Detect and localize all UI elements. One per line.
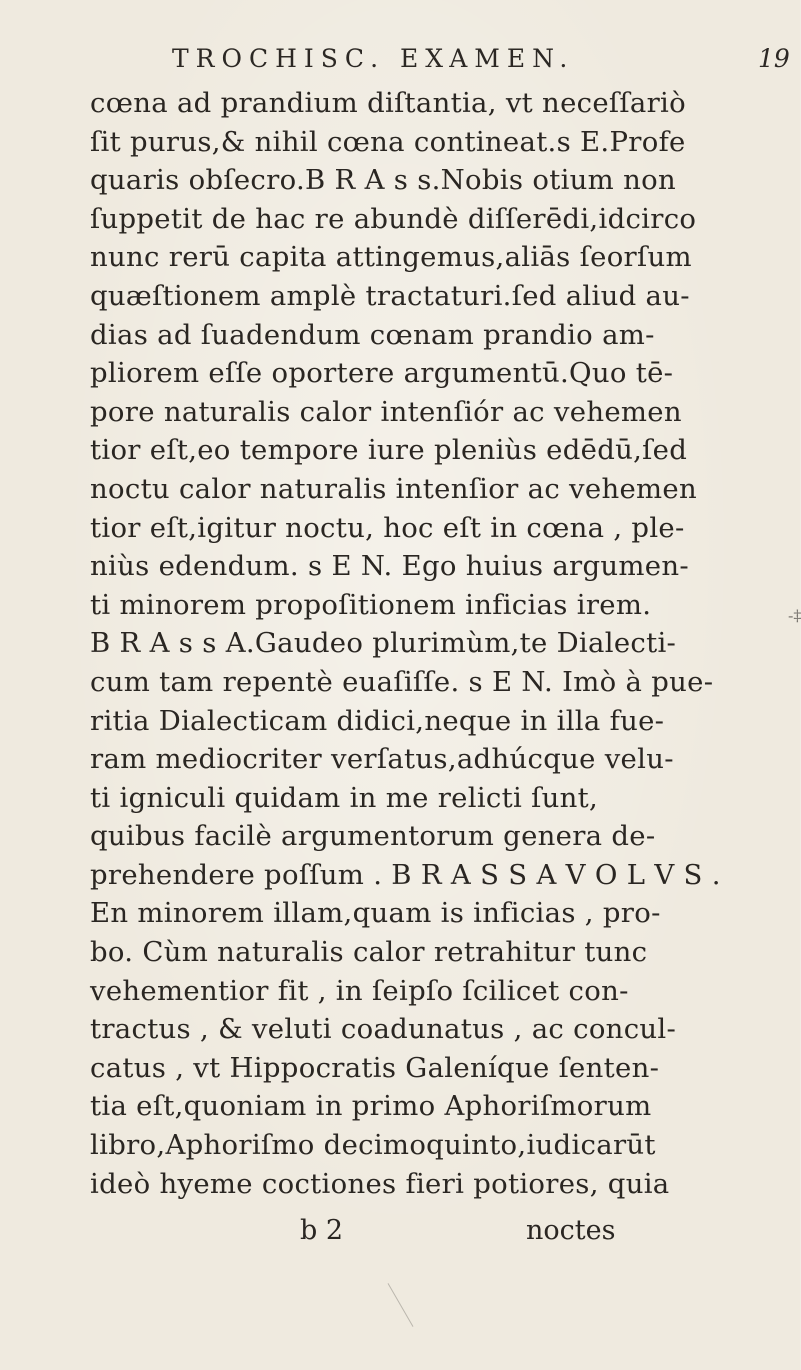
- text-line: ritia Dialecticam didici,neque in illa fue-: [90, 704, 665, 737]
- text-line: tior eſt,igitur noctu, hoc eſt in cœna , ple-: [90, 511, 685, 544]
- text-line: cœna ad prandium diſtantia, vt neceſſariò: [90, 87, 686, 119]
- text-line: B R A s s A.Gaudeo plurimùm,te Dialecti-: [90, 627, 677, 660]
- text-line: nunc rerū capita attingemus,aliās ſeorſum: [90, 241, 692, 274]
- text-line: quaris obſecro.B R A s s.Nobis otium non: [90, 164, 676, 197]
- text-line: En minorem illam,quam is inficias , pro-: [90, 897, 661, 930]
- text-line: quibus facilè argumentorum genera de-: [90, 820, 656, 853]
- running-title: TROCHISC. EXAMEN.: [172, 44, 575, 73]
- catchword: noctes: [526, 1215, 616, 1246]
- text-line: ideò hyeme coctiones fieri potiores, quia: [90, 1167, 670, 1200]
- text-line: pliorem eſſe oportere argumentū.Quo tē-: [90, 357, 674, 390]
- text-line: cum tam repentè euaſiſſe. s E N. Imò à pue-: [90, 665, 714, 698]
- text-line: tractus , & veluti coadunatus , ac concul-: [90, 1013, 677, 1046]
- text-line: prehendere poſſum . B R A S S A V O L V S .: [90, 858, 721, 891]
- text-line: ti minorem propoſitionem inficias irem.: [90, 588, 652, 621]
- text-line: tior eſt,eo tempore iure pleniùs edēdū,ſed: [90, 434, 688, 467]
- text-line: catus , vt Hippocratis Galeníque ſenten-: [90, 1051, 660, 1084]
- text-line: niùs edendum. s E N. Ego huius argumen-: [90, 550, 689, 583]
- text-line: bo. Cùm naturalis calor retrahitur tunc: [90, 936, 648, 969]
- text-line: ſit purus,& nihil cœna contineat.s E.Profe: [90, 125, 686, 158]
- margin-mark: -‡: [788, 606, 801, 625]
- text-line: tia eſt,quoniam in primo Aphoriſmorum: [90, 1090, 652, 1123]
- text-line: ram mediocriter verſatus,adhúcque velu-: [90, 743, 674, 776]
- text-line: libro,Aphoriſmo decimoquinto,iudicarūt: [90, 1129, 656, 1162]
- text-line: quæſtionem amplè tractaturi.ſed aliud au-: [90, 279, 690, 312]
- text-block: [90, 84, 780, 1203]
- text-line: noctu calor naturalis intenſior ac vehemen: [90, 472, 698, 505]
- text-line: dias ad ſuadendum cœnam prandio am-: [90, 318, 655, 351]
- text-line: ſuppetit de hac re abundè diſſerēdi,idcirco: [90, 202, 697, 235]
- text-line: pore naturalis calor intenſiór ac vehemen: [90, 395, 682, 428]
- signature-mark: b 2: [300, 1215, 344, 1246]
- text-line: ti igniculi quidam in me relicti ſunt,: [90, 781, 598, 814]
- page-number: 19: [758, 44, 790, 73]
- text-line: vehementior fit , in ſeipſo ſcilicet con-: [90, 974, 629, 1007]
- pen-stroke: [388, 1283, 414, 1327]
